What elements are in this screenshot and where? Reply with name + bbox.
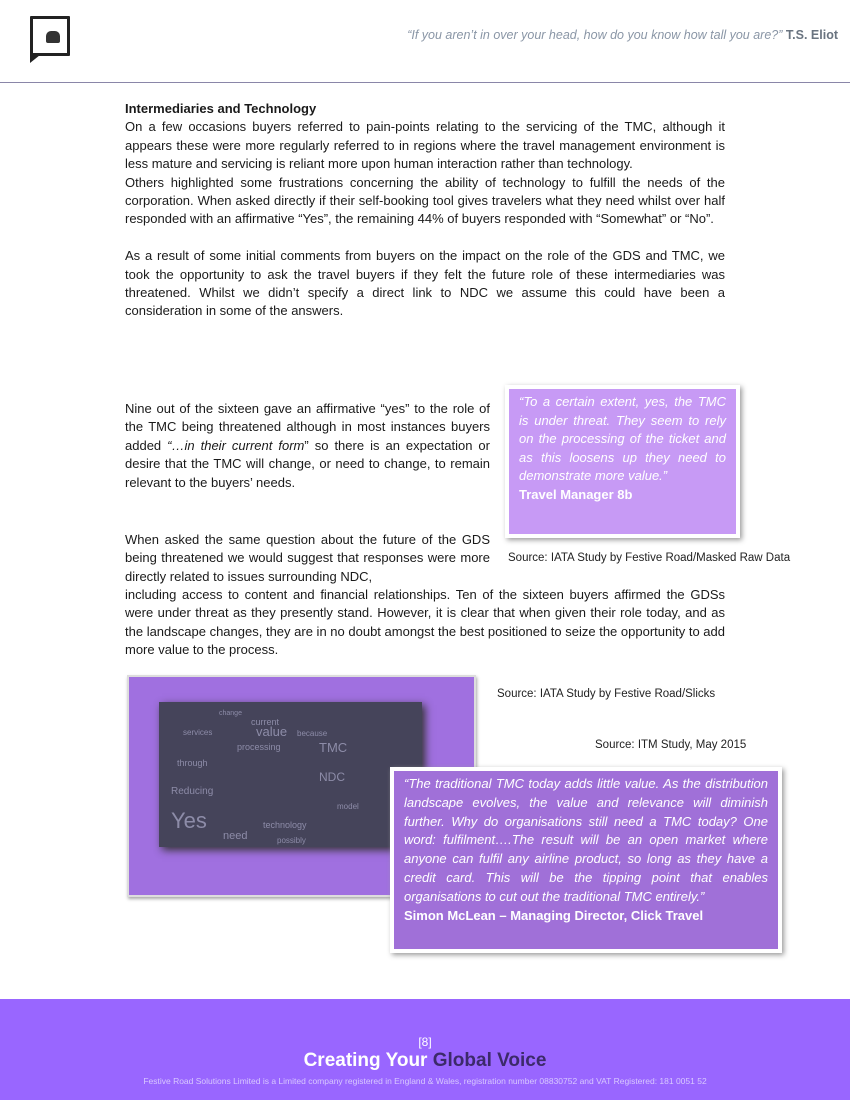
cloud-word: need — [223, 830, 248, 842]
footer-slogan — [0, 1050, 850, 1072]
word-cloud — [159, 702, 422, 847]
slogan-part: Global Voice — [432, 1050, 547, 1071]
quote-box-travel-manager — [505, 385, 740, 538]
paragraph: As a result of some initial comments from buyers on the impact on the role of the GDS and TMC, we took the opportunity to ask the travel buyers if they felt the future role of these intermediaries was threatened. Whilst we didn’t specify a direct link to NDC we assume this could have been a consideration in some of the answers. — [125, 248, 725, 319]
section-heading: Intermediaries and Technology — [125, 101, 317, 116]
slogan-part: Creating Your — [303, 1050, 433, 1071]
cloud-word: Reducing — [171, 786, 214, 797]
cloud-word: value — [256, 724, 288, 739]
cloud-word: because — [297, 729, 328, 738]
cloud-word: possibly — [277, 836, 306, 845]
cloud-word: change — [219, 710, 242, 717]
cloud-word: processing — [237, 742, 281, 752]
source-caption: Source: IATA Study by Festive Road/Masked Raw Data — [508, 552, 791, 564]
text: ” so there is an expectation or desire that the TMC will change, or need to change, to remain relevant to the buyers’ needs. — [125, 437, 490, 490]
quote-author: T.S. Eliot — [785, 28, 838, 42]
paragraph: including access to content and financial relationships. Ten of the sixteen buyers affirmed the GDSs were under threat as they presently stand. However, it is clear that when given their role today, and as the landscape changes, they are in no doubt amongst the best positioned to seize the opportunity to add more value to the process. — [125, 587, 725, 658]
quote-text: “To a certain extent, yes, the TMC is under threat. They seem to rely on the processing of the ticket and as this loosens up they need to demonstrate more value.” — [519, 394, 726, 484]
quote-attribution: Simon McLean – Managing Director, Click Travel — [404, 907, 704, 923]
text: “…in their current form — [167, 437, 305, 453]
source-caption: Source: IATA Study by Festive Road/Slicks — [497, 688, 716, 700]
header-divider — [0, 82, 850, 83]
footer — [0, 999, 850, 1100]
cloud-word: through — [177, 758, 208, 768]
logo-tail — [30, 55, 40, 63]
header-quote — [407, 28, 838, 42]
cloud-word: technology — [263, 820, 307, 830]
text: Nine out of the sixteen gave an affirmative “yes” to the role of the TMC being threatened although in most instances buyers added — [125, 401, 490, 453]
cloud-word: services — [183, 728, 213, 737]
paragraph: When asked the same question about the future of the GDS being threatened we would suggest that responses were more directly related to issues surrounding NDC, — [125, 532, 490, 584]
quote-text: “The traditional TMC today adds little value. As the distribution landscape evolves, the value and relevance will diminish further. Why do organisations still need a TMC today? One word: fulfilment….The result will be an open market where anyone can fulfil any airline product, so long as they have a credit card. This will be the tipping point that enables organisations to cut out the traditional TMC entirely.” — [404, 776, 768, 904]
quote-box-click-travel — [390, 767, 782, 953]
source-caption: Source: ITM Study, May 2015 — [595, 739, 747, 751]
quote-text: “If you aren’t in over your head, how do you know how tall you are?” — [407, 28, 783, 42]
cloud-word: NDC — [319, 770, 345, 784]
paragraph — [125, 400, 490, 492]
cloud-word: current — [251, 717, 280, 727]
cloud-word: model — [337, 802, 359, 811]
cloud-word: Yes — [171, 808, 207, 833]
cloud-word: TMC — [319, 740, 348, 755]
paragraph: On a few occasions buyers referred to pain-points relating to the servicing of the TMC, although it appears these were more regularly referred to in regions where the travel management environment is less mature and servicing is reliant more upon human interaction rather than technology. — [125, 119, 725, 172]
legal-text: Festive Road Solutions Limited is a Limited company registered in England & Wales, registration number 08830752 and VAT Registered: 181 0051 52 — [143, 1076, 707, 1086]
section-intro — [125, 100, 725, 321]
logo-icon — [30, 16, 70, 56]
quote-attribution: Travel Manager 8b — [519, 486, 633, 502]
paragraph: Others highlighted some frustrations concerning the ability of technology to fulfill the needs of the corporation. When asked directly if their self-booking tool gives travelers what they need whilst over half responded with an affirmative “Yes”, the remaining 44% of buyers responded with “Somewhat” or “No”. — [125, 174, 725, 227]
page-number: [8] — [418, 1035, 432, 1049]
